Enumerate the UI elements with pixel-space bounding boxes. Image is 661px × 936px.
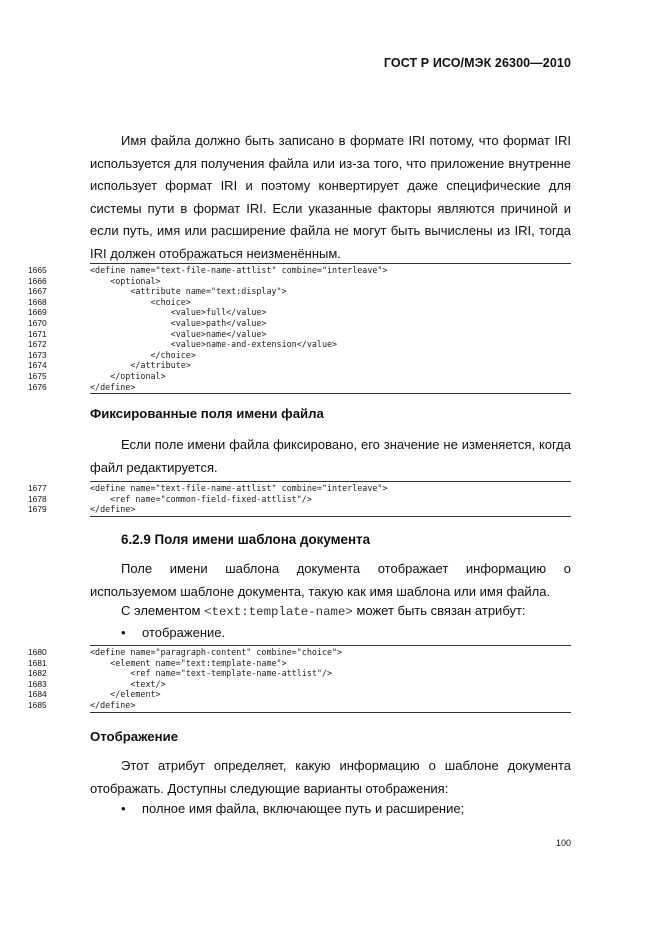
code-line [28, 296, 571, 308]
code-line [28, 668, 571, 679]
code-line [28, 317, 571, 329]
line-number: 1684 [28, 689, 47, 700]
line-number: 1676 [28, 381, 47, 392]
code-block-display-attlist [28, 263, 571, 394]
code-text: </define> [90, 699, 136, 710]
bullet-full-name-text: полное имя файла, включающее путь и расширение; [142, 801, 465, 816]
paragraph-fixed: Если поле имени файла фиксировано, его значение не изменяется, когда файл редактируется. [90, 437, 571, 475]
attribute-sentence-after: может быть связан атрибут: [352, 603, 526, 618]
code-line [28, 381, 571, 393]
line-number: 1669 [28, 307, 47, 318]
code-line [28, 483, 571, 494]
code-text: <define name="paragraph-content" combine="choice"> [90, 647, 343, 657]
line-number: 1670 [28, 317, 47, 328]
code-text: </attribute> [90, 360, 191, 371]
line-number: 1680 [28, 647, 47, 657]
code-line [28, 689, 571, 700]
attribute-sentence-before: С элементом [121, 603, 205, 618]
code-text: </element> [90, 689, 161, 700]
bullet-full-name [121, 798, 464, 820]
code-text: <define name="text-file-name-attlist" combine="interleave"> [90, 483, 388, 493]
line-number: 1683 [28, 678, 47, 689]
code-text: <element name="text:template-name"> [90, 657, 287, 668]
line-number: 1681 [28, 657, 47, 668]
running-header: ГОСТ Р ИСО/МЭК 26300—2010 [383, 56, 571, 70]
code-text: </define> [90, 381, 136, 392]
paragraph-template: Поле имени шаблона документа отображает информацию о используемом шаблоне документа, такую как имя шаблона или имя файла. [90, 561, 571, 599]
code-text: <define name="text-file-name-attlist" combine="interleave"> [90, 265, 388, 275]
heading-fixed-fields: Фиксированные поля имени файла [90, 406, 324, 421]
code-text: </optional> [90, 370, 166, 381]
code-line [28, 678, 571, 690]
code-line [28, 328, 571, 340]
bullet-dot: • [121, 801, 126, 816]
code-block-template-name [28, 645, 571, 713]
code-line [28, 699, 571, 711]
line-number: 1674 [28, 360, 47, 371]
bullet-dot: • [121, 625, 126, 640]
code-line [28, 286, 571, 297]
element-name-code: <text:template-name> [204, 605, 353, 619]
line-number: 1668 [28, 296, 47, 307]
code-text: <attribute name="text:display"> [90, 286, 287, 297]
code-text: <value>name-and-extension</value> [90, 339, 338, 350]
page-number: 100 [555, 838, 571, 848]
code-line [28, 657, 571, 669]
line-number: 1673 [28, 349, 47, 360]
code-text: </choice> [90, 349, 196, 360]
code-text: <ref name="text-template-name-attlist"/> [90, 668, 333, 679]
line-number: 1672 [28, 339, 47, 350]
code-text: <optional> [90, 275, 161, 286]
code-text: <value>path</value> [90, 317, 267, 328]
code-line [28, 349, 571, 361]
code-line [28, 493, 571, 505]
paragraph-iri: Имя файла должно быть записано в формате IRI потому, что формат IRI используется для получения файла или из-за того, что приложение внутренне использует формат IRI и поэтому конвертирует даже специфические для системы пути в формат IRI. Если указанные факторы являются причиной и если путь, имя или расширение файла не могут быть вычислены из IRI, тогда IRI должен отображаться неизменённым. [90, 133, 571, 261]
line-number: 1678 [28, 493, 47, 504]
line-number: 1667 [28, 286, 47, 297]
line-number: 1677 [28, 483, 47, 493]
code-line [28, 275, 571, 287]
code-line [28, 647, 571, 658]
code-block-fixed-attlist [28, 481, 571, 517]
code-line [28, 265, 571, 276]
bullet-display-text: отображение. [142, 625, 226, 640]
line-number: 1675 [28, 370, 47, 381]
line-number: 1679 [28, 504, 47, 515]
code-line [28, 339, 571, 350]
attribute-sentence [121, 600, 526, 623]
line-number: 1685 [28, 699, 47, 710]
bullet-display [121, 622, 225, 644]
code-line [28, 307, 571, 318]
code-line [28, 360, 571, 371]
code-text: <choice> [90, 296, 191, 307]
code-text: <value>name</value> [90, 328, 267, 339]
line-number: 1666 [28, 275, 47, 286]
paragraph-display: Этот атрибут определяет, какую информацию о шаблоне документа отображать. Доступны следующие варианты отображения: [90, 758, 571, 796]
code-text: <text/> [90, 678, 166, 689]
line-number: 1665 [28, 265, 47, 275]
code-text: <value>full</value> [90, 307, 267, 318]
heading-display: Отображение [90, 729, 179, 744]
section-title: 6.2.9 Поля имени шаблона документа [121, 532, 371, 547]
code-text: </define> [90, 504, 136, 515]
line-number: 1682 [28, 668, 47, 679]
code-line [28, 504, 571, 515]
line-number: 1671 [28, 328, 47, 339]
code-line [28, 370, 571, 382]
code-text: <ref name="common-field-fixed-attlist"/> [90, 493, 312, 504]
